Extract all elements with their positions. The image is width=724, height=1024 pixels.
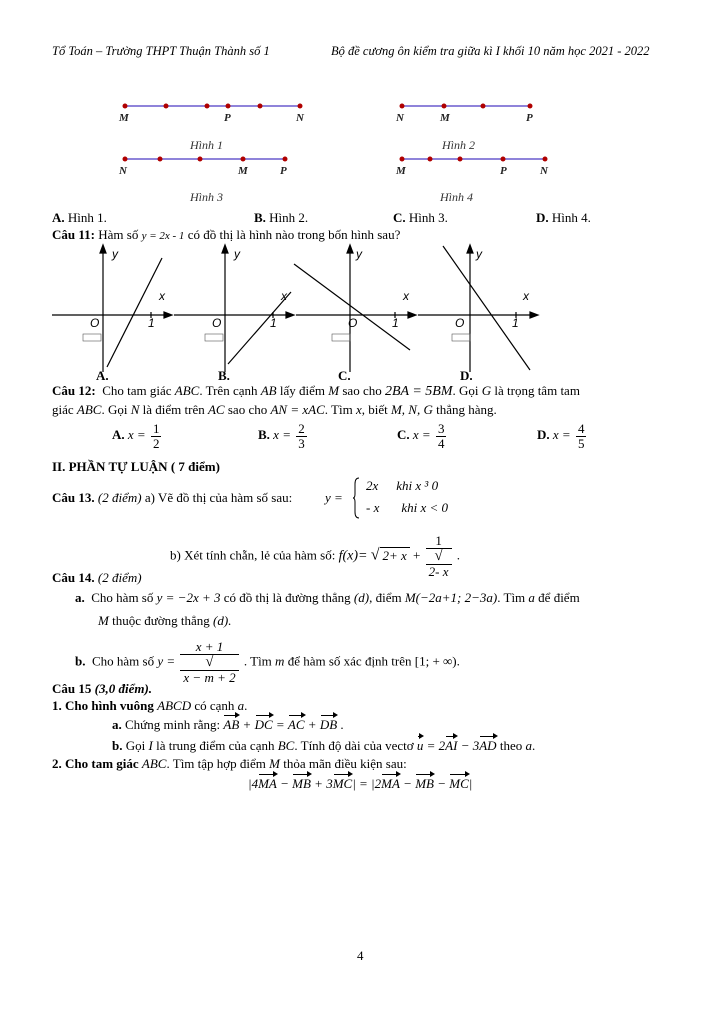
q15-vector-equation: |4MA − MB + 3MC| = |2MA − MB − MC| — [248, 776, 473, 791]
q15-part2: 2. Cho tam giác ABC. Tìm tập hợp điểm M thỏa mãn điều kiện sau: — [52, 756, 407, 771]
q14-part-a-line1: a. Cho hàm số y = −2x + 3 có đồ thị là đường thẳng (d), điểm M(−2a+1; 2−3a). Tìm a để điểm — [75, 590, 580, 605]
q13-case1: 2x khi x ³ 0 — [366, 478, 439, 493]
graph-a-letter: A. — [96, 368, 109, 383]
graph-c-letter: C. — [338, 368, 351, 383]
fig1-point-label: M — [119, 112, 129, 124]
q15-part1a: a. Chứng minh rằng: AB + DC = AC + DB . — [112, 717, 344, 732]
q14-part-b: b. Cho hàm số y = x + 1 √ x − m + 2 . Tìm m để hàm số xác định trên [1; + ∞). — [75, 639, 460, 686]
q10-option-b: B. Hình 2. — [254, 210, 309, 225]
q13-part-b: b) Xét tính chẵn, lẻ của hàm số: f(x)= √ 2+ x + 1 √ 2- x . — [170, 533, 460, 580]
fig4-caption: Hình 4 — [440, 190, 473, 204]
graph-c-tick: 1 — [392, 316, 399, 330]
graph-c-x-label: x — [403, 289, 409, 303]
q14-stem: Câu 14. (2 điểm) — [52, 570, 142, 585]
point-figures — [110, 98, 570, 208]
q15-part1: 1. Cho hình vuông ABCD có cạnh a. — [52, 698, 248, 713]
graph-b-letter: B. — [218, 368, 230, 383]
q13-stem: Câu 13. (2 điểm) a) Vẽ đồ thị của hàm số sau: — [52, 490, 293, 505]
fig4-point-label: M — [396, 165, 406, 177]
q12-option-c: C. x = $\frac{3}{4}$ — [397, 421, 445, 451]
q11-stem: Câu 11: Hàm số y = 2x - 1 có đồ thị là hình nào trong bốn hình sau? — [52, 227, 401, 242]
fig1-caption: Hình 1 — [190, 138, 223, 152]
q12-option-b: B. x = $\frac{2}{3}$ — [258, 421, 305, 451]
q15-stem: Câu 15 (3,0 điểm). — [52, 681, 153, 696]
graph-b-origin: O — [212, 316, 222, 330]
q12-option-a: A. x = $\frac{1}{2}$ — [112, 421, 160, 451]
fig3-point-label: P — [280, 165, 287, 177]
graph-a-origin: O — [90, 316, 100, 330]
q12-line2: giác ABC. Gọi N là điểm trên AC sao cho AN = xAC. Tìm x, biết M, N, G thẳng hàng. — [52, 402, 497, 417]
graph-d-x-label: x — [523, 289, 529, 303]
fig2-point-label: M — [440, 112, 450, 124]
q12-option-d: D. x = $\frac{4}{5}$ — [537, 421, 585, 451]
q11-graphs — [50, 242, 550, 374]
part2-title: II. PHẦN TỰ LUẬN ( 7 điểm) — [52, 459, 220, 474]
graph-d-origin: O — [455, 316, 465, 330]
fig4-point-label: P — [500, 165, 507, 177]
q12-line1: Câu 12: Cho tam giác ABC. Trên cạnh AB lấy điểm M sao cho 2BA = 5BM. Gọi G là trọng tâm tam — [52, 383, 580, 399]
graph-d-y-label: y — [476, 247, 482, 261]
fig1-point-label: P — [224, 112, 231, 124]
graph-a-tick: 1 — [148, 316, 155, 330]
q10-option-a: A. Hình 1. — [52, 210, 107, 225]
fig3-point-label: N — [119, 165, 127, 177]
fig2-point-label: N — [396, 112, 404, 124]
graph-a-y-label: y — [112, 247, 118, 261]
graph-a-x-label: x — [159, 289, 165, 303]
q10-option-c: C. Hình 3. — [393, 210, 448, 225]
q15-part1b: b. Gọi I là trung điểm của cạnh BC. Tính độ dài của vectơ u = 2AI − 3AD theo a. — [112, 738, 536, 753]
page-number: 4 — [357, 948, 364, 963]
graph-c-origin: O — [348, 316, 358, 330]
graph-d-tick: 1 — [512, 316, 519, 330]
q13-brace — [353, 476, 361, 520]
q13-case2: - x khi x < 0 — [366, 500, 449, 515]
fig4-point-label: N — [540, 165, 548, 177]
fig2-caption: Hình 2 — [442, 138, 475, 152]
q10-option-d: D. Hình 4. — [536, 210, 591, 225]
header-right: Bộ đề cương ôn kiểm tra giữa kì I khối 10 năm học 2021 - 2022 — [331, 44, 650, 58]
graph-b-tick: 1 — [270, 316, 277, 330]
fig3-point-label: M — [238, 165, 248, 177]
q13-y-eq: y = — [325, 490, 343, 505]
graph-b-y-label: y — [234, 247, 240, 261]
fig1-point-label: N — [296, 112, 304, 124]
q14-part-a-line2: M thuộc đường thẳng (d). — [98, 613, 232, 628]
graph-c-y-label: y — [356, 247, 362, 261]
header-left: Tổ Toán – Trường THPT Thuận Thành số 1 — [52, 44, 270, 58]
graph-b-x-label: x — [281, 289, 287, 303]
fig3-caption: Hình 3 — [190, 190, 223, 204]
fig2-point-label: P — [526, 112, 533, 124]
graph-d-letter: D. — [460, 368, 473, 383]
